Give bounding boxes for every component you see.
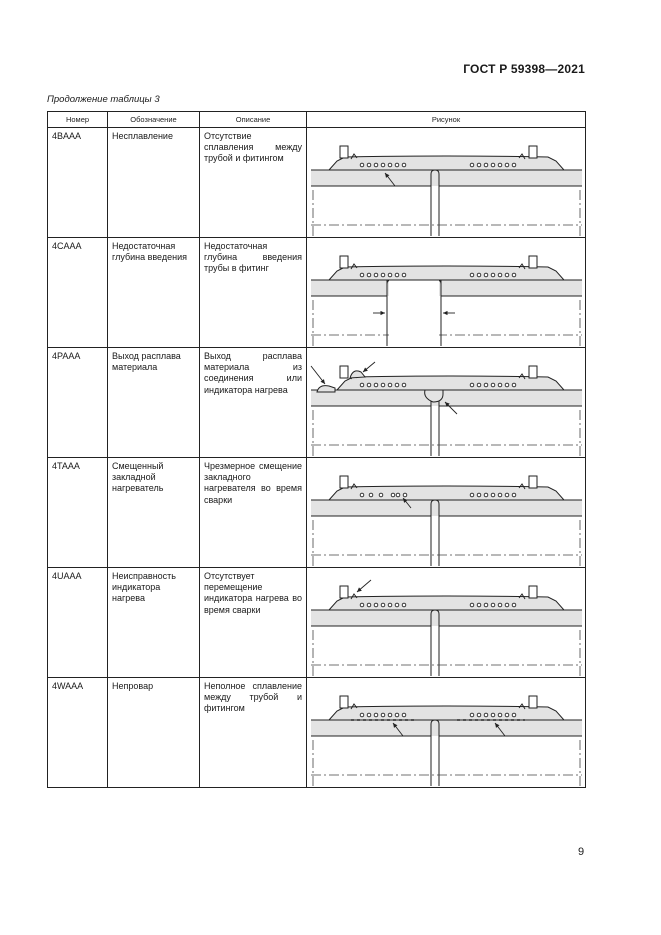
defects-table [47, 111, 586, 788]
heating-wire [402, 603, 406, 607]
terminal-left [340, 146, 348, 158]
heating-wire [505, 713, 509, 717]
heating-wire [470, 493, 474, 497]
melt-bulge-top [350, 371, 365, 378]
figure-melt-exudation [307, 348, 586, 457]
heating-wire [374, 163, 378, 167]
figure-displaced-heater [307, 458, 586, 567]
heating-wire [484, 383, 488, 387]
heating-wire [369, 493, 373, 497]
heating-wire [512, 383, 516, 387]
heating-wire [388, 163, 392, 167]
heating-wire [477, 383, 481, 387]
insertion-gap [389, 280, 439, 346]
heating-wire [498, 383, 502, 387]
melt-bulge-left [317, 386, 335, 392]
row-number: 4BAAA [48, 128, 108, 238]
heating-wire [374, 713, 378, 717]
row-figure [307, 458, 586, 568]
heating-wire [402, 383, 406, 387]
heating-wire [505, 383, 509, 387]
column-header-number: Номер [48, 112, 108, 128]
heating-wire [360, 713, 364, 717]
row-description: Отсутствие сплавления между трубой и фитингом [200, 128, 307, 238]
row-designation: Недостаточная глубина введения [108, 238, 200, 348]
terminal-left [340, 256, 348, 268]
heating-wire [491, 273, 495, 277]
heating-wire [374, 603, 378, 607]
standard-code: ГОСТ Р 59398—2021 [463, 62, 585, 76]
heating-wire [498, 273, 502, 277]
row-description: Выход расплава материала из соединения или индикатора нагрева [200, 348, 307, 458]
heating-wire [402, 273, 406, 277]
heating-wire [360, 493, 364, 497]
heating-wire [484, 163, 488, 167]
heating-wire [470, 713, 474, 717]
heating-wire [388, 383, 392, 387]
row-description: Недостаточная глубина введения трубы в фитинг [200, 238, 307, 348]
terminal-right [529, 256, 537, 268]
heating-wire [388, 713, 392, 717]
terminal-right [529, 696, 537, 708]
terminal-right [529, 146, 537, 158]
heating-wire [360, 163, 364, 167]
row-figure [307, 348, 586, 458]
figure-indicator-fault [307, 568, 586, 677]
row-designation: Смещенный закладной нагреватель [108, 458, 200, 568]
heating-wire [484, 713, 488, 717]
heating-wire [379, 493, 383, 497]
pipe-wall [311, 170, 582, 186]
heating-wire [360, 383, 364, 387]
pipe-wall [311, 500, 582, 516]
heating-wire [498, 493, 502, 497]
row-description: Неполное сплавление между трубой и фитингом [200, 678, 307, 788]
figure-incomplete-fusion [307, 678, 586, 787]
row-number: 4TAAA [48, 458, 108, 568]
heating-wire [484, 493, 488, 497]
heating-wire [395, 383, 399, 387]
terminal-right [529, 366, 537, 378]
heating-wire [402, 713, 406, 717]
heating-wire [491, 713, 495, 717]
heating-wire [396, 493, 400, 497]
terminal-left [340, 696, 348, 708]
column-header-figure: Рисунок [307, 112, 586, 128]
heating-wire [402, 163, 406, 167]
terminal-left [340, 586, 348, 598]
row-figure [307, 568, 586, 678]
arrow-head [321, 379, 325, 384]
row-figure [307, 678, 586, 788]
pipe-wall [311, 610, 582, 626]
row-number: 4WAAA [48, 678, 108, 788]
heating-wire [381, 273, 385, 277]
heating-wire [505, 273, 509, 277]
figure-no-fusion [307, 128, 586, 237]
heating-wire [491, 163, 495, 167]
heating-wire [367, 163, 371, 167]
heating-wire [374, 273, 378, 277]
heating-wire [484, 273, 488, 277]
table-row [48, 458, 586, 568]
heating-wire [512, 713, 516, 717]
pipe-wall [311, 720, 582, 736]
heating-wire [374, 383, 378, 387]
heating-wire [477, 163, 481, 167]
heating-wire [367, 713, 371, 717]
row-figure [307, 128, 586, 238]
table-row [48, 348, 586, 458]
table-header-row [48, 112, 586, 128]
heating-wire [367, 603, 371, 607]
heating-wire [381, 163, 385, 167]
heating-wire [498, 713, 502, 717]
terminal-left [340, 476, 348, 488]
heating-wire [395, 713, 399, 717]
heating-wire [484, 603, 488, 607]
heating-wire [491, 383, 495, 387]
heating-wire [391, 493, 395, 497]
terminal-left [340, 366, 348, 378]
heating-wire [512, 493, 516, 497]
terminal-right [529, 476, 537, 488]
row-designation: Несплавление [108, 128, 200, 238]
row-designation: Неисправность индикатора нагрева [108, 568, 200, 678]
row-number: 4CAAA [48, 238, 108, 348]
table-caption: Продолжение таблицы 3 [47, 94, 160, 105]
heating-wire [512, 603, 516, 607]
heating-wire [367, 383, 371, 387]
heating-wire [360, 603, 364, 607]
heating-wire [403, 493, 407, 497]
heating-wire [381, 603, 385, 607]
row-description: Отсутствует перемещение индикатора нагрева во время сварки [200, 568, 307, 678]
heating-wire [505, 163, 509, 167]
heating-wire [388, 273, 392, 277]
heating-wire [470, 383, 474, 387]
heating-wire [477, 713, 481, 717]
table-row [48, 568, 586, 678]
terminal-right [529, 586, 537, 598]
figure-insufficient-insertion [307, 238, 586, 347]
heating-wire [381, 383, 385, 387]
row-description: Чрезмерное смещение закладного нагревателя во время сварки [200, 458, 307, 568]
heating-wire [477, 493, 481, 497]
heating-wire [395, 163, 399, 167]
row-number: 4PAAA [48, 348, 108, 458]
column-header-description: Описание [200, 112, 307, 128]
heating-wire [388, 603, 392, 607]
table-row [48, 238, 586, 348]
heating-wire [470, 163, 474, 167]
heating-wire [477, 603, 481, 607]
heating-wire [395, 273, 399, 277]
heating-wire [498, 163, 502, 167]
heating-wire [477, 273, 481, 277]
pipe-wall [311, 280, 582, 296]
heating-wire [491, 493, 495, 497]
row-designation: Непровар [108, 678, 200, 788]
column-header-designation: Обозначение [108, 112, 200, 128]
row-designation: Выход расплава материала [108, 348, 200, 458]
heating-wire [512, 273, 516, 277]
heating-wire [505, 603, 509, 607]
heating-wire [381, 713, 385, 717]
heating-wire [498, 603, 502, 607]
row-figure [307, 238, 586, 348]
arrow-head [380, 311, 385, 315]
table-row [48, 678, 586, 788]
heating-wire [470, 273, 474, 277]
heating-wire [491, 603, 495, 607]
table-row [48, 128, 586, 238]
heating-wire [367, 273, 371, 277]
heating-wire [395, 603, 399, 607]
heating-wire [512, 163, 516, 167]
arrow-head [443, 311, 448, 315]
heating-wire [360, 273, 364, 277]
row-number: 4UAAA [48, 568, 108, 678]
heating-wire [470, 603, 474, 607]
heating-wire [505, 493, 509, 497]
page-number: 9 [578, 846, 585, 858]
